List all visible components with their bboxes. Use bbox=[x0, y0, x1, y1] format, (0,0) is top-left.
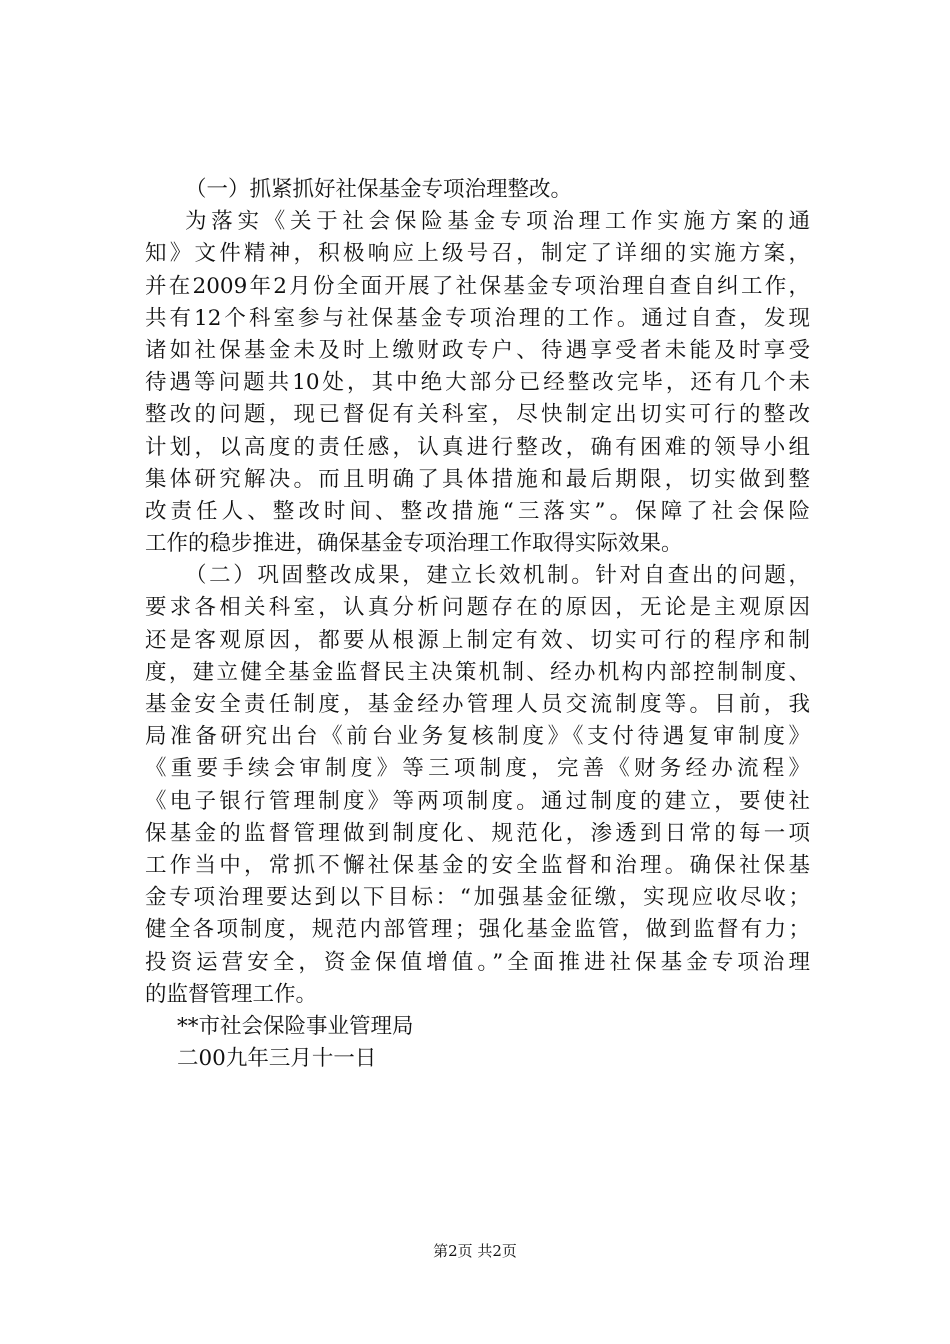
paragraph-line: 诸如社保基金未及时上缴财政专户、待遇享受者未能及时享受 bbox=[145, 337, 810, 363]
page-number-indicator: 第2页 共2页 bbox=[433, 1242, 517, 1260]
paragraph-line: 待遇等问题共10处，其中绝大部分已经整改完毕，还有几个未 bbox=[145, 370, 810, 396]
paragraph-2 bbox=[145, 560, 810, 1011]
paragraph-line: 集体研究解决。而且明确了具体措施和最后期限，切实做到整 bbox=[145, 466, 810, 492]
paragraph-line: 健全各项制度，规范内部管理；强化基金监管，做到监督有力； bbox=[145, 917, 810, 943]
paragraph-line: 改责任人、整改时间、整改措施“三落实”。保障了社会保险 bbox=[145, 498, 810, 524]
paragraph-line: 为落实《关于社会保险基金专项治理工作实施方案的通 bbox=[185, 209, 810, 235]
paragraph-line: 金专项治理要达到以下目标：“加强基金征缴，实现应收尽收； bbox=[145, 885, 810, 911]
paragraph-line: 工作当中，常抓不懈社保基金的安全监督和治理。确保社保基 bbox=[145, 852, 810, 878]
paragraph-line: 保基金的监督管理做到制度化、规范化，渗透到日常的每一项 bbox=[145, 820, 810, 846]
paragraph-line: 的监督管理工作。 bbox=[145, 981, 318, 1007]
paragraph-line: 投资运营安全，资金保值增值。”全面推进社保基金专项治理 bbox=[145, 949, 810, 975]
paragraph-line: 共有12个科室参与社保基金专项治理的工作。通过自查，发现 bbox=[145, 305, 810, 331]
paragraph-line: 《重要手续会审制度》等三项制度，完善《财务经办流程》 bbox=[145, 756, 810, 782]
paragraph-line: 工作的稳步推进，确保基金专项治理工作取得实际效果。 bbox=[145, 531, 683, 557]
paragraph-1 bbox=[145, 206, 810, 560]
paragraph-line: 局准备研究出台《前台业务复核制度》《支付待遇复审制度》 bbox=[145, 724, 810, 750]
paragraph-line: 知》文件精神，积极响应上级号召，制定了详细的实施方案， bbox=[145, 241, 810, 267]
issuing-organization: **市社会保险事业管理局 bbox=[177, 1013, 414, 1039]
paragraph-line: 计划，以高度的责任感，认真进行整改，确有困难的领导小组 bbox=[145, 434, 810, 460]
paragraph-line: 并在2009年2月份全面开展了社保基金专项治理自查自纠工作， bbox=[145, 273, 810, 299]
section-heading: （一）抓紧抓好社保基金专项治理整改。 bbox=[185, 177, 573, 202]
document-body bbox=[145, 174, 810, 1075]
paragraph-line: （二）巩固整改成果，建立长效机制。针对自查出的问题， bbox=[185, 563, 810, 589]
paragraph-line: 还是客观原因，都要从根源上制定有效、切实可行的程序和制 bbox=[145, 627, 810, 653]
paragraph-line: 基金安全责任制度，基金经办管理人员交流制度等。目前，我 bbox=[145, 692, 810, 717]
page-footer bbox=[0, 1241, 950, 1261]
paragraph-line: 度，建立健全基金监督民主决策机制、经办机构内部控制制度、 bbox=[145, 659, 810, 685]
paragraph-line: 整改的问题，现已督促有关科室，尽快制定出切实可行的整改 bbox=[145, 402, 810, 428]
paragraph-line: 要求各相关科室，认真分析问题存在的原因，无论是主观原因 bbox=[145, 595, 810, 621]
issue-date: 二00九年三月十一日 bbox=[177, 1046, 377, 1072]
paragraph-line: 《电子银行管理制度》等两项制度。通过制度的建立，要使社 bbox=[145, 788, 810, 814]
